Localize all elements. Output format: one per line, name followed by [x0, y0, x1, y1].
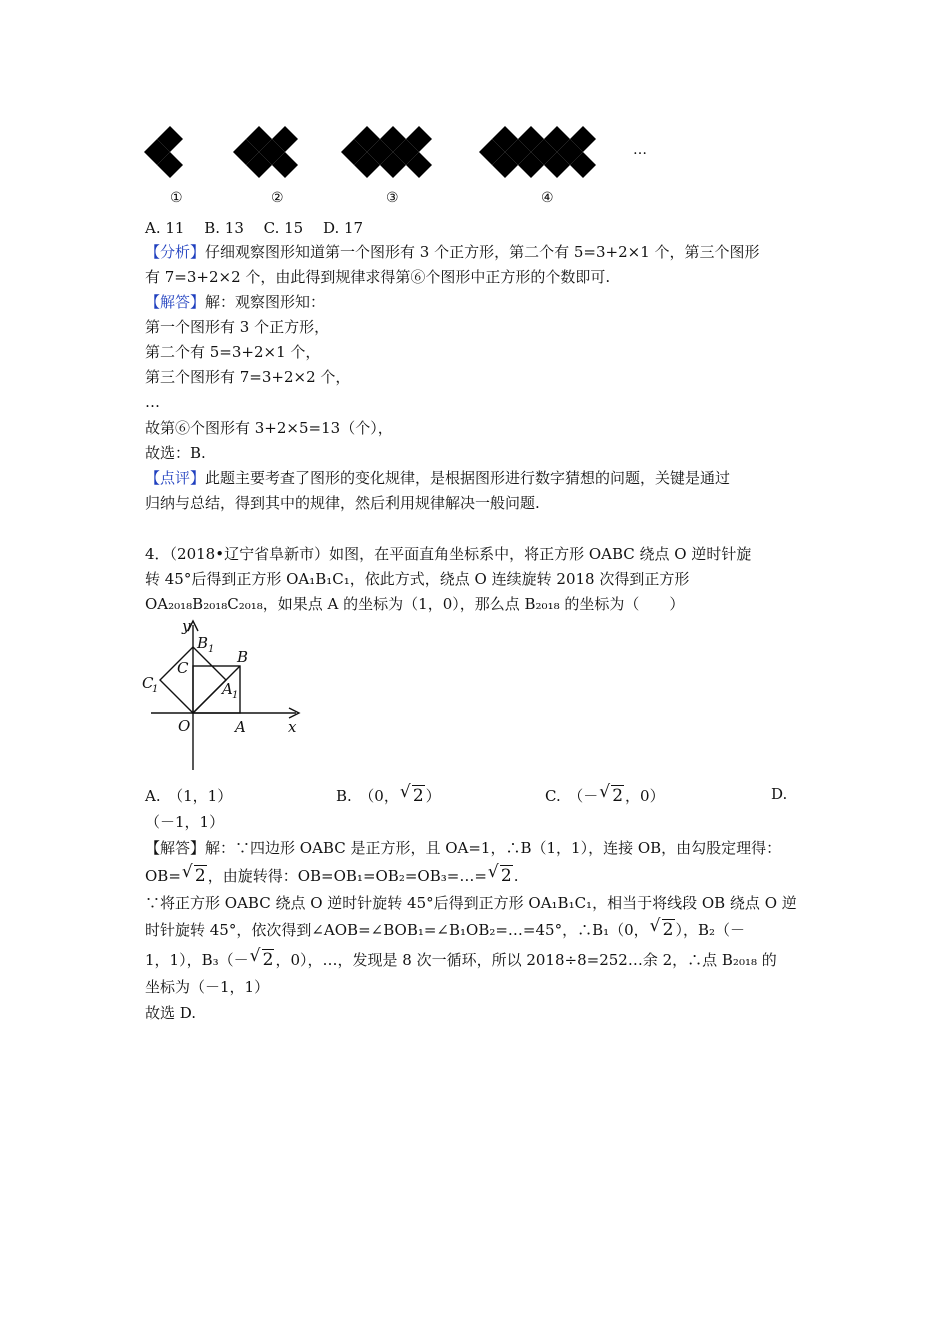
sqrt-2: √ 2 — [649, 916, 674, 940]
analysis-line-1 — [145, 242, 760, 262]
q4-option-D: D. — [771, 785, 788, 803]
q4-option-C: C. （－ √ 2 ，0） — [545, 782, 665, 806]
q4-line-1: 4．（2018•辽宁省阜新市）如图，在平面直角坐标系中，将正方形 OABC 绕点 O 逆时针旋 — [145, 545, 752, 563]
q4-figure — [136, 615, 306, 773]
pattern-label-4: ④ — [541, 190, 554, 206]
sqrt-2: √ 2 — [487, 862, 512, 886]
q4-option-D-value: （－1，1） — [145, 813, 225, 831]
answer4-line-7: 故选 D. — [145, 1004, 197, 1022]
label-O: O — [178, 717, 191, 735]
analysis-line-2: 有 7=3+2×2 个，由此得到规律求得第⑥个图形中正方形的个数即可. — [145, 268, 611, 286]
sqrt-2: √ 2 — [181, 862, 206, 886]
comment-text: 此题主要考查了图形的变化规律，是根据图形进行数字猜想的问题，关键是通过 — [205, 469, 731, 487]
q4-option-B: B. （0， √ 2 ） — [336, 782, 441, 806]
answer4-line-6: 坐标为（－1，1） — [145, 978, 270, 996]
pattern-3 — [339, 124, 449, 184]
sqrt-2: √ 2 — [599, 782, 624, 806]
answer3-line: 第二个有 5=3+2×1 个， — [145, 343, 321, 361]
pattern-label-3: ③ — [386, 190, 399, 206]
answer3-line: 第三个图形有 7=3+2×2 个， — [145, 368, 351, 386]
answer3-line: … — [145, 393, 160, 411]
analysis-tag: 【分析】 — [145, 243, 206, 261]
pattern-2 — [231, 124, 313, 184]
pattern-4 — [477, 124, 617, 184]
sqrt-2: √ 2 — [399, 782, 424, 806]
label-x: x — [288, 718, 297, 736]
q4-line-2: 转 45°后得到正方形 OA₁B₁C₁，依此方式，绕点 O 连续旋转 2018 次得到正方形 — [145, 570, 690, 588]
answer3-line: 故选：B. — [145, 444, 206, 462]
sqrt-2: √ 2 — [249, 946, 274, 970]
comment-tag: 【点评】 — [145, 469, 206, 487]
answer4-line-3: ∵将正方形 OABC 绕点 O 逆时针旋转 45°后得到正方形 OA₁B₁C₁，相当于将线段 OB 绕点 O 逆 — [145, 894, 797, 912]
q4-line-3: OA₂₀₁₈B₂₀₁₈C₂₀₁₈，如果点 A 的坐标为（1，0），那么点 B₂₀₁₈ 的坐标为（ ） — [145, 595, 685, 613]
answer3-line: 故第⑥个图形有 3+2×5=13（个）， — [145, 419, 393, 437]
label-C1: C — [142, 674, 154, 692]
answer3-line-1 — [145, 292, 325, 312]
answer3-tag: 【解答】 — [145, 293, 206, 311]
label-A1-sub: 1 — [232, 690, 239, 701]
answer4-tag: 【解答】 — [145, 839, 206, 857]
pattern-1 — [142, 124, 198, 184]
answer4-line-4: 时针旋转 45°，依次得到∠AOB=∠BOB₁=∠B₁OB₂=…=45°，∴B₁（0， √ 2 ），B₂（－ — [145, 916, 746, 940]
label-C: C — [177, 659, 189, 677]
label-y: y — [182, 617, 191, 635]
label-A1: A — [222, 680, 233, 698]
label-C1-sub: 1 — [152, 684, 159, 695]
answer4-line-2: OB= √ 2 ，由旋转得：OB=OB₁=OB₂=OB₃=…= √ 2 . — [145, 862, 519, 886]
label-B: B — [237, 648, 249, 666]
pattern-label-2: ② — [271, 190, 284, 206]
answer3-text: 解：观察图形知： — [205, 293, 326, 311]
answer4-line-1: 【解答】解：∵四边形 OABC 是正方形，且 OA=1，∴B（1，1），连接 OB，由勾股定理得： — [145, 839, 782, 857]
label-A: A — [235, 718, 246, 736]
answer4-line-5: 1，1），B₃（－ √ 2 ，0），…，发现是 8 次一循环，所以 2018÷8=252…余 2，∴点 B₂₀₁₈ 的 — [145, 946, 777, 970]
answer3-line: 第一个图形有 3 个正方形， — [145, 318, 330, 336]
pattern-label-1: ① — [170, 190, 183, 206]
label-B1: B — [197, 634, 209, 652]
q3-options: A. 11 B. 13 C. 15 D. 17 — [145, 219, 364, 237]
comment-line-2: 归纳与总结，得到其中的规律，然后利用规律解决一般问题. — [145, 494, 540, 512]
analysis-text: 仔细观察图形知道第一个图形有 3 个正方形，第二个有 5=3+2×1 个，第三个图形 — [205, 243, 760, 261]
q4-option-A: A. （1，1） — [145, 787, 233, 805]
comment-line-1 — [145, 468, 730, 488]
label-B1-sub: 1 — [208, 644, 215, 655]
pattern-ellipsis: … — [633, 142, 647, 158]
